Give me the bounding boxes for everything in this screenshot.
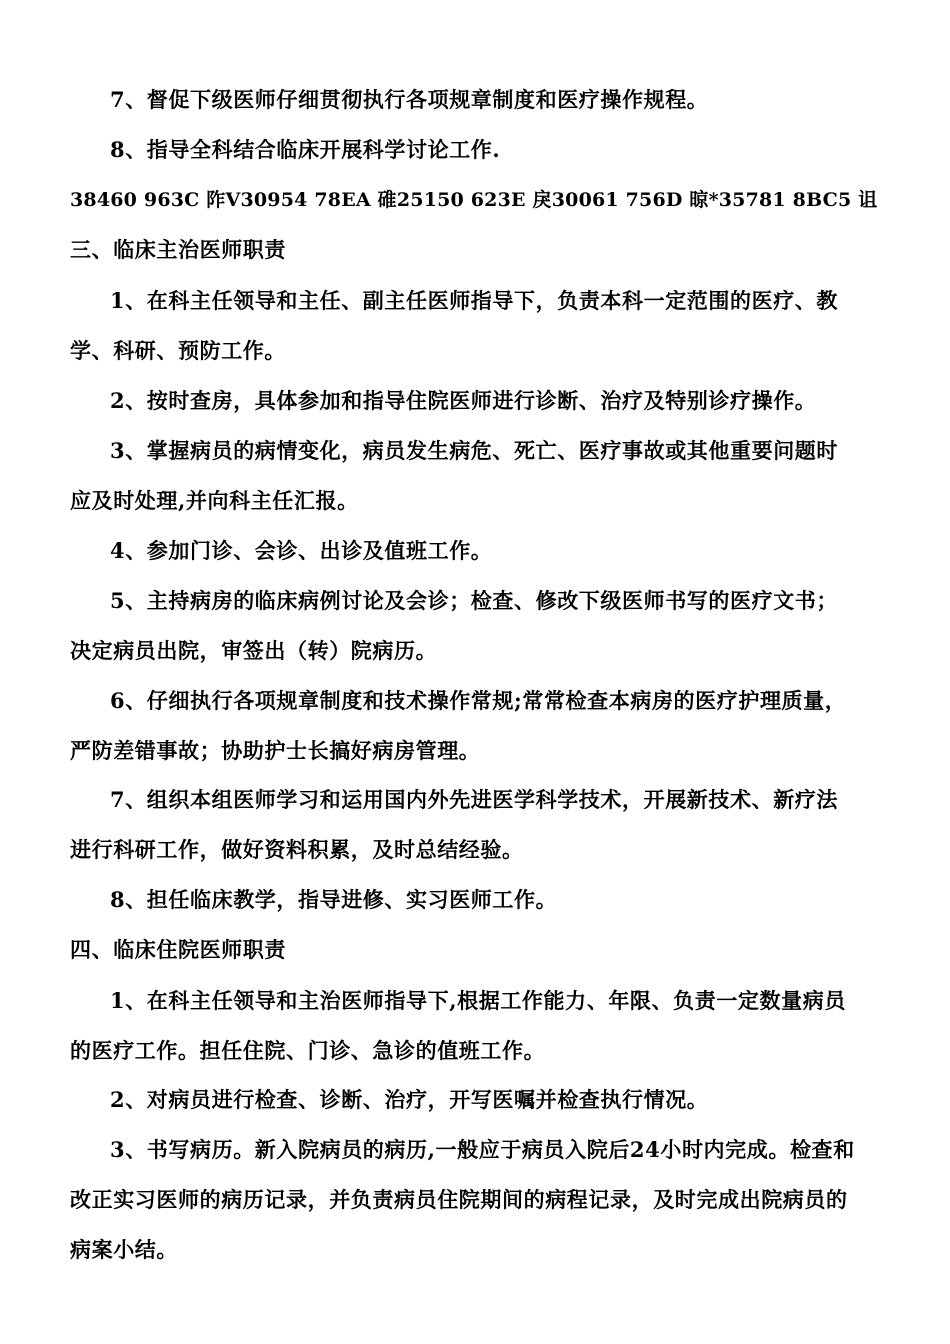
text-line-attending-5a: 5、主持病房的临床病例讨论及会诊；检查、修改下级医师书写的医疗文书； [110, 588, 839, 613]
text-line-attending-3a: 3、掌握病员的病情变化，病员发生病危、死亡、医疗事故或其他重要问题时 [110, 438, 839, 463]
text-line-attending-4: 4、参加门诊、会诊、出诊及值班工作。 [110, 538, 493, 563]
text-line-attending-7a: 7、组织本组医师学习和运用国内外先进医学科学技术，开展新技术、新疗法 [110, 787, 839, 812]
section-heading-attending: 三、临床主治医师职责 [70, 237, 286, 262]
text-line-resident-2: 2、对病员进行检查、诊断、治疗，开写医嘱并检查执行情况。 [110, 1087, 709, 1112]
text-line-attending-8: 8、担任临床教学，指导进修、实习医师工作。 [110, 887, 558, 912]
text-line-attending-5b: 决定病员出院，审签出（转）院病历。 [70, 638, 438, 663]
text-line-attending-1b: 学、科研、预防工作。 [70, 338, 286, 363]
text-line-resident-3c: 病案小结。 [70, 1237, 178, 1262]
text-line-attending-7b: 进行科研工作，做好资料积累，及时总结经验。 [70, 837, 524, 862]
text-line-attending-6a: 6、仔细执行各项规章制度和技术操作常规;常常检查本病房的医疗护理质量， [110, 688, 847, 713]
code-line: 38460 963C 阼V30954 78EA 碓25150 623E 戾30061 756D 晾*35781 8BC5 诅 [70, 189, 878, 211]
text-line-attending-1a: 1、在科主任领导和主任、副主任医师指导下，负责本科一定范围的医疗、教 [110, 288, 839, 313]
section-heading-resident: 四、临床住院医师职责 [70, 937, 286, 962]
text-line-attending-3b: 应及时处理,并向科主任汇报。 [70, 488, 359, 513]
text-line-resident-3b: 改正实习医师的病历记录，并负责病员住院期间的病程记录，及时完成出院病员的 [70, 1187, 848, 1212]
text-line-resident-1b: 的医疗工作。担任住院、门诊、急诊的值班工作。 [70, 1038, 546, 1063]
text-line-duty-8: 8、指导全科结合临床开展科学讨论工作. [110, 137, 501, 162]
text-line-duty-7: 7、督促下级医师仔细贯彻执行各项规章制度和医疗操作规程。 [110, 87, 709, 112]
text-line-attending-2: 2、按时查房，具体参加和指导住院医师进行诊断、治疗及特别诊疗操作。 [110, 388, 817, 413]
text-line-resident-1a: 1、在科主任领导和主治医师指导下,根据工作能力、年限、负责一定数量病员 [110, 988, 846, 1013]
text-line-resident-3a: 3、书写病历。新入院病员的病历,一般应于病员入院后24小时内完成。检查和 [110, 1137, 855, 1162]
text-line-attending-6b: 严防差错事故；协助护士长搞好病房管理。 [70, 738, 481, 763]
